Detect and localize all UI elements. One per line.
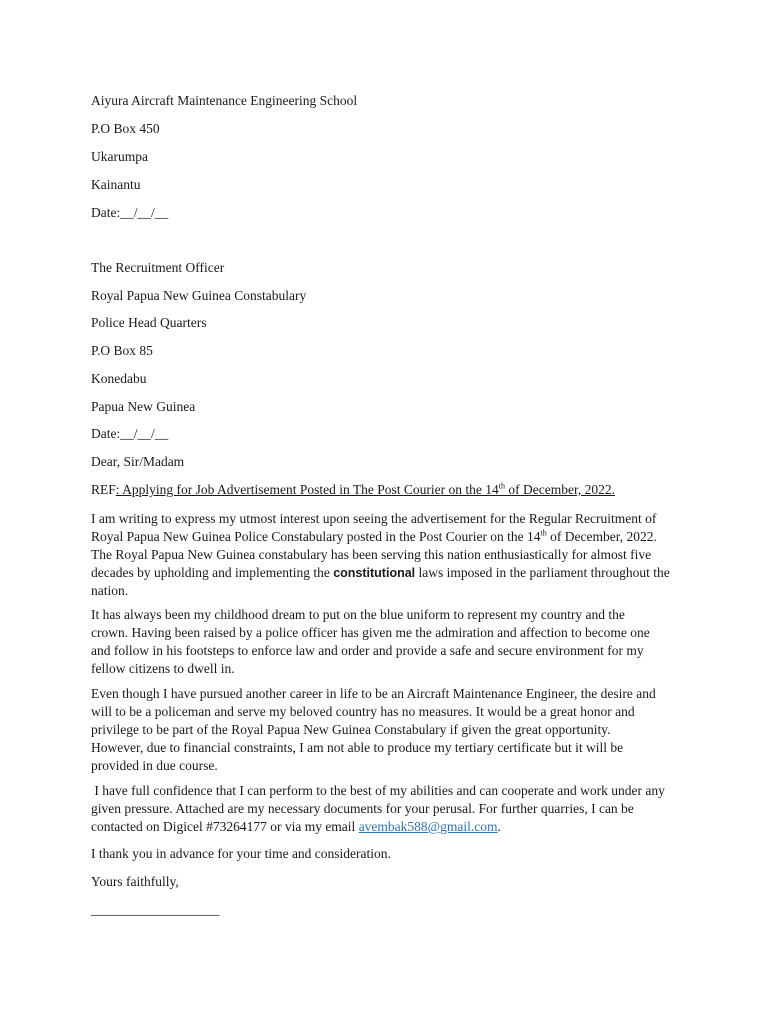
reference-line (91, 482, 615, 498)
paragraph-line: will to be a policeman and serve my beloved country has no measures. It would be a great honor and (91, 704, 635, 719)
paragraph-text: contacted on Digicel #73264177 or via my email (91, 819, 359, 834)
paragraph-line: nation. (91, 583, 129, 598)
paragraph-line: provided in due course. (91, 758, 218, 773)
paragraph-line: I have full confidence that I can perform to the best of my abilities and can cooperate and work under any (91, 783, 665, 798)
paragraph-line: The Royal Papua New Guinea constabulary has been serving this nation enthusiastically for almost five (91, 547, 652, 562)
reference-label: REF (91, 482, 116, 497)
paragraph-line: privilege to be part of the Royal Papua New Guinea Constabulary if given the great opportunity. (91, 722, 611, 737)
recipient-date: Date:__/__/__ (91, 426, 169, 441)
paragraph-text: decades by upholding and implementing the (91, 565, 334, 580)
ordinal-suffix: th (540, 528, 547, 538)
recipient-po-box: P.O Box 85 (91, 343, 153, 358)
recipient-organization: Royal Papua New Guinea Constabulary (91, 288, 307, 303)
paragraph-interest (91, 510, 691, 600)
paragraph-line (91, 564, 691, 582)
reference-subject-text: : Applying for Job Advertisement Posted in The Post Courier on the 14 (115, 482, 499, 497)
paragraph-text: of December, 2022. (546, 529, 657, 544)
paragraph-text: laws imposed in the parliament throughout the (415, 565, 670, 580)
salutation: Dear, Sir/Madam (91, 454, 185, 469)
paragraph-text: . (497, 819, 501, 834)
sign-off: Yours faithfully, (91, 874, 179, 889)
email-link[interactable]: avembak588@gmail.com (358, 819, 498, 834)
paragraph-line: However, due to financial constraints, I am not able to produce my tertiary certificate but it will be (91, 740, 624, 755)
reference-subject-end: of December, 2022. (504, 482, 616, 497)
sender-district: Kainantu (91, 177, 141, 192)
paragraph-line: crown. Having been raised by a police officer has given me the admiration and affection to become one (91, 625, 650, 640)
paragraph-line: fellow citizens to dwell in. (91, 661, 235, 676)
closing-line: I thank you in advance for your time and consideration. (91, 846, 391, 861)
signature-line: ___________________ (91, 902, 220, 917)
recipient-town: Konedabu (91, 371, 147, 386)
bold-word: constitutional (333, 566, 416, 580)
paragraph-line: Even though I have pursued another career in life to be an Aircraft Maintenance Engineer, the desire and (91, 686, 656, 701)
paragraph-line (91, 528, 691, 546)
paragraph-text: Royal Papua New Guinea Police Constabulary posted in the Post Courier on the 14 (91, 529, 541, 544)
recipient-country: Papua New Guinea (91, 399, 196, 414)
recipient-title: The Recruitment Officer (91, 260, 225, 275)
sender-po-box: P.O Box 450 (91, 121, 160, 136)
sender-town: Ukarumpa (91, 149, 148, 164)
reference-subject (116, 482, 615, 497)
sender-school: Aiyura Aircraft Maintenance Engineering School (91, 93, 358, 108)
paragraph-dream (91, 606, 691, 678)
paragraph-line (91, 818, 691, 836)
paragraph-line: given pressure. Attached are my necessary documents for your perusal. For further quarries, I can be (91, 801, 634, 816)
paragraph-line: I am writing to express my utmost interest upon seeing the advertisement for the Regular Recruitment of (91, 511, 657, 526)
recipient-office: Police Head Quarters (91, 315, 207, 330)
reference-ordinal: th (498, 481, 505, 491)
paragraph-line: It has always been my childhood dream to put on the blue uniform to represent my country and the (91, 607, 625, 622)
paragraph-line: and follow in his footsteps to enforce law and order and provide a safe and secure environment for my (91, 643, 644, 658)
paragraph-career (91, 685, 691, 775)
paragraph-confidence (91, 782, 691, 836)
sender-date: Date:__/__/__ (91, 205, 169, 220)
